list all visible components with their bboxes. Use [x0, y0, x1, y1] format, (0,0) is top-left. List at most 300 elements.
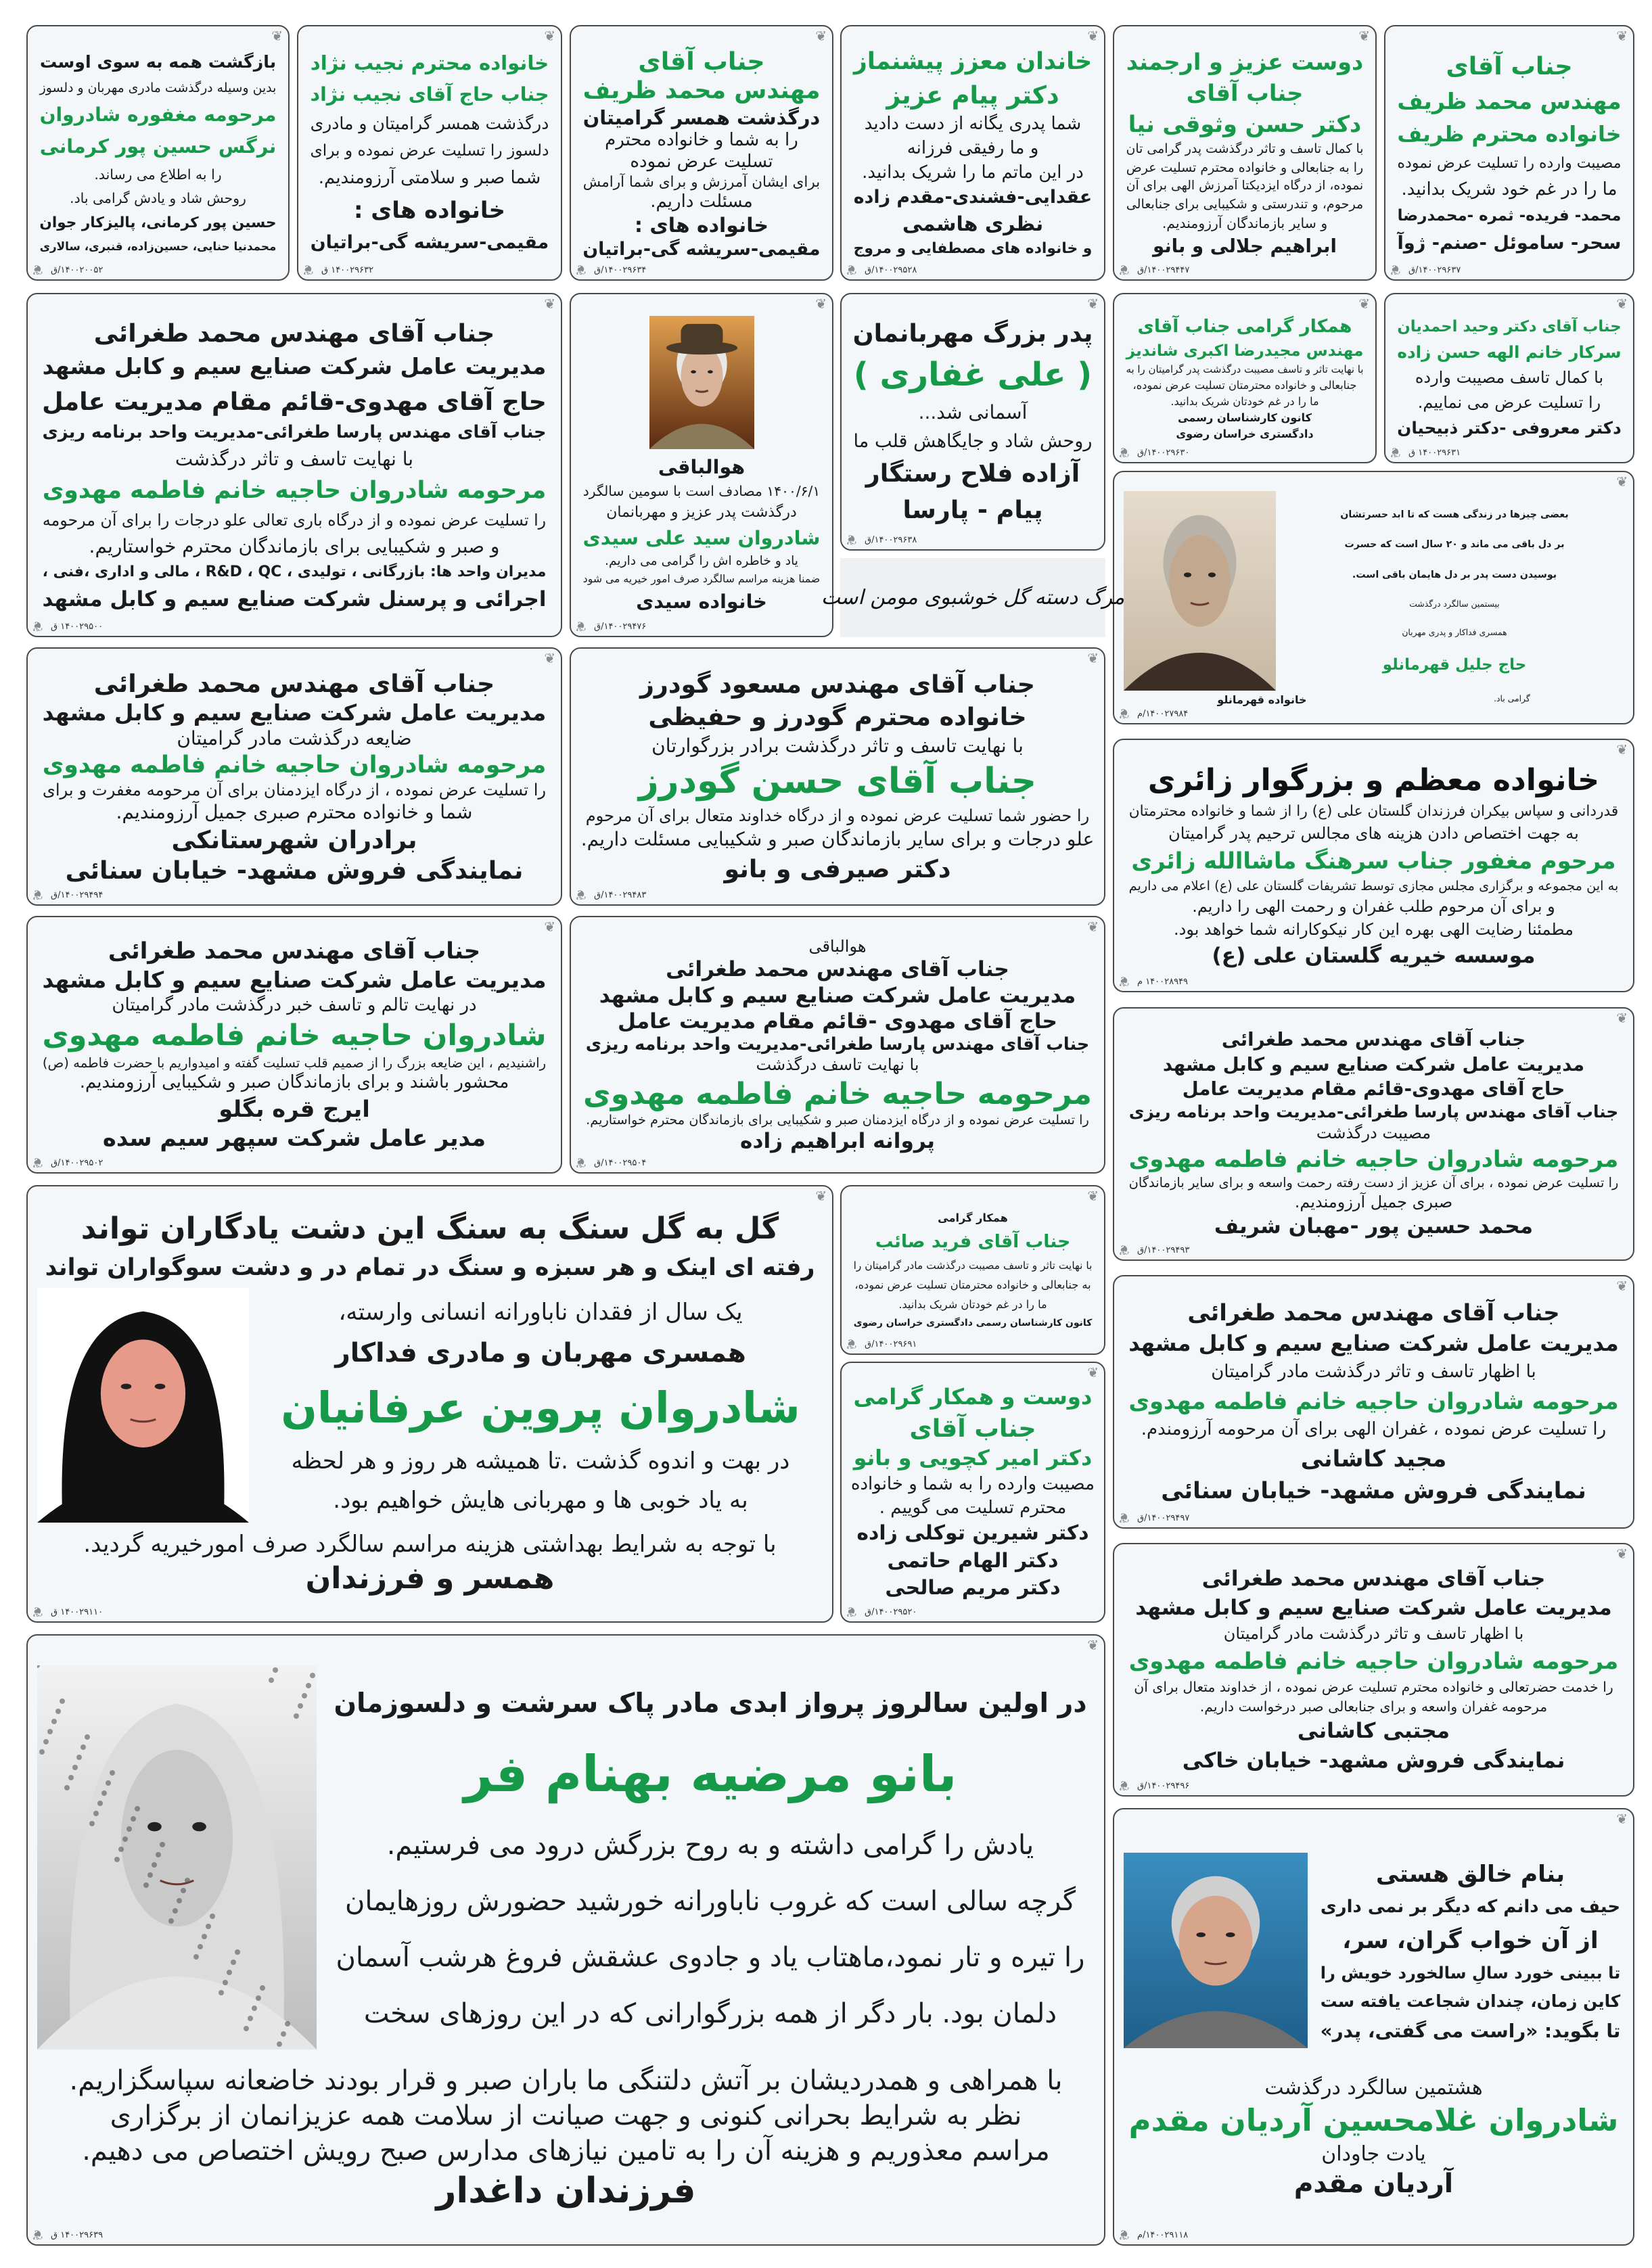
ad-text-line: شما صبر و سلامتی آرزومندیم.	[318, 167, 541, 188]
ad-code: ۱۴۰۰۲۹۵۰۲/ق	[51, 1158, 104, 1168]
ad-content	[1124, 759, 1624, 972]
ad-bold-line: حاج آقای مهدوی-قائم مقام مدیریت عامل	[42, 386, 547, 416]
ad-bold-line: نمایندگی فروش مشهد- خیابان سنائی	[1161, 1477, 1586, 1504]
ad-highlight-name: مرحومه شادروان حاجیه خانم فاطمه مهدوی	[1128, 1648, 1619, 1675]
ad-content	[1124, 1828, 1624, 2225]
ad-text-line: با توجه به شرایط بهداشتی هزینه مراسم سالگرد صرف امورخیریه گردید.	[83, 1530, 777, 1558]
corner-ornament-icon: ❦	[575, 262, 587, 278]
ad-code: ۱۴۰۰۲۹۶۳۸/ق	[865, 535, 917, 545]
ad-text-line: مرحوم، و تندرستی و شکیبایی برای جنابعالی	[1126, 195, 1364, 212]
ad-highlight-name: جناب آقای	[909, 1413, 1036, 1443]
ad-bold-line: موسسه خیریه گلستان علی (ع)	[1212, 944, 1536, 969]
ad-bold-line: کانون کارشناسان رسمی	[1178, 411, 1312, 424]
ad-code: ۱۴۰۰۲۹۶۳۴/ق	[594, 265, 647, 275]
ad-bottom-text	[1124, 693, 1624, 708]
corner-ornament-icon: ❦	[32, 887, 43, 903]
ad-bold-line: جناب آقای مهندس مسعود گودرز	[639, 670, 1036, 699]
ad-text-line: با نهایت تاثر و تاسف مصیبت درگذشت مادر گرامیتان را	[853, 1259, 1093, 1272]
ad-code: ۱۴۰۰۲۹۶۳۰/ق	[1137, 448, 1190, 458]
condolence-ad-c1	[26, 647, 562, 906]
corner-ornament-icon: ❦	[544, 28, 555, 44]
ad-highlight-name: مرحومه شادروان حاجیه خانم فاطمه مهدوی	[1128, 1387, 1619, 1414]
ad-code: ۱۴۰۰۲۹۴۸۳/ق	[594, 890, 647, 900]
ad-code: ۱۴۰۰۲۹۴۹۳/ق	[1137, 1245, 1190, 1255]
ad-text-line: گرچه سالی است که غروب ناباورانه خورشید حضورش روزهایمان	[344, 1886, 1076, 1918]
ad-text-line: و ما رفیقی فرزانه	[907, 137, 1039, 158]
ad-highlight-name: جناب آقای دکتر وحید احمدیان	[1397, 317, 1622, 335]
ad-content	[1395, 313, 1624, 443]
corner-ornament-icon: ❦	[1616, 1278, 1628, 1294]
ad-code: ۱۴۰۰۲۹۶۳۱ ق	[1408, 448, 1461, 458]
ad-content	[580, 936, 1095, 1153]
ad-bold-line: جناب آقای مهندس محمد طغرائی	[108, 938, 481, 964]
ad-code: ۱۴۰۰۲۹۴۹۷/ق	[1137, 1513, 1190, 1523]
ad-code: ۱۴۰۰۲۹۶۹۱/ق	[865, 1339, 917, 1349]
ad-highlight-name: خاندان معزز پیشنماز	[853, 48, 1093, 76]
ad-highlight-name: دوست عزیز و ارجمند	[1126, 48, 1364, 75]
ad-text-line: نظر به شرایط بحرانی کنونی و جهت صیانت از سلامت همه عزیزانمان از برگزاری	[110, 2100, 1022, 2132]
ad-highlight-name: جناب آقای فرید صائب	[875, 1230, 1071, 1252]
calligraphy-banner	[821, 558, 1125, 637]
ad-bold-line: هوالباقی	[658, 455, 745, 479]
ad-bold-line: مدیریت عامل شرکت صنایع سیم و کابل مشهد	[1162, 1052, 1585, 1075]
ad-text-line: به جنابعالی و خانواده محترمتان تسلیت عرض نموده،	[854, 1278, 1091, 1292]
corner-ornament-icon: ❦	[1118, 705, 1130, 722]
condolence-ad-e1	[26, 1185, 833, 1623]
photo-side-text	[326, 1665, 1095, 2052]
ad-code: ۱۴۰۰۲۹۵۲۰/ق	[865, 1607, 917, 1617]
corner-ornament-icon: ❦	[1616, 1811, 1628, 1827]
ad-bold-line: محمد حسین پور -مهبان شریف	[1214, 1214, 1534, 1239]
portrait-man-blue-background-photo	[1124, 1853, 1308, 2051]
ad-bold-line: همسر و فرزندان	[305, 1561, 555, 1596]
ad-bold-line: جناب آقای مهندس پارسا طغرائی-مدیریت واحد برنامه ریزی	[585, 1034, 1090, 1055]
corner-ornament-icon: ❦	[1390, 444, 1401, 461]
corner-ornament-icon: ❦	[1087, 1637, 1099, 1653]
condolence-ad-e2	[840, 1185, 1105, 1355]
corner-ornament-icon: ❦	[32, 1604, 43, 1620]
ad-bold-line: کاین زمان، چندان شجاعت یافته ست	[1320, 1991, 1621, 2012]
corner-ornament-icon: ❦	[1118, 444, 1130, 461]
ad-code: ۱۴۰۰۲۹۵۰۴/ق	[594, 1158, 647, 1168]
ad-bold-line: دکتر صیرفی و بانو	[724, 854, 951, 883]
ad-bold-line: بعضی چیزها در زندگی هست که تا ابد حسرتشان	[1340, 509, 1569, 520]
ad-text-line: مطمئنا رضایت الهی بهره این کار نیکوکارانه شما خواهد بود.	[1174, 920, 1574, 940]
ad-bold-line: خانواده قهرمانلو	[1217, 693, 1307, 706]
ad-text-line: درگذشت پدر عزیز و مهربانمان	[606, 503, 797, 521]
condolence-ad-b1	[1384, 293, 1634, 463]
ad-code: ۱۴۰۰۲۸۹۴۹ م	[1137, 977, 1189, 987]
ad-bold-line: تا بگوید: «راست می گفتی، پدر»	[1320, 2020, 1621, 2043]
ad-content	[580, 45, 823, 260]
ad-text-line: یاد و خاطره اش را گرامی می داریم.	[605, 553, 798, 568]
ad-content	[37, 1654, 1095, 2225]
ad-text-line: مصیبت وارده را به شما و خانواده	[851, 1474, 1095, 1495]
ad-bold-line: تا ببینی خورد سالِ سالخورد خویش را	[1320, 1963, 1621, 1983]
photo-side-text	[258, 1288, 823, 1525]
ad-text-line: در این ماتم ما را شریک بدانید.	[862, 162, 1084, 183]
ad-highlight-name: جناب آقای	[1186, 79, 1304, 106]
ad-highlight-name: جناب آقای	[638, 47, 765, 76]
ad-bold-line: دادگستری خراسان رضوی	[1176, 427, 1314, 440]
ad-highlight-name: دوست و همکار گرامی	[853, 1384, 1093, 1410]
ad-text-line: ضایعه درگذشت مادر گرامیتان	[177, 726, 412, 749]
ad-text-line: با نهایت تاسف درگذشت	[756, 1055, 919, 1075]
corner-ornament-icon: ❦	[544, 919, 555, 935]
ad-bottom-text	[37, 2063, 1095, 2215]
ad-highlight-name: بانو مرضیه بهنام فر	[463, 1745, 957, 1804]
corner-ornament-icon: ❦	[1358, 296, 1370, 312]
ad-highlight-name: جناب حاج آقای نجیب نژاد	[310, 83, 549, 106]
ad-text-line: تسلیت عرض نموده	[630, 152, 773, 172]
ad-bold-line: مدیریت عامل شرکت صنایع سیم و کابل مشهد	[1135, 1596, 1612, 1621]
corner-ornament-icon: ❦	[1616, 1010, 1628, 1026]
ad-highlight-name: شادروان سید علی سیدی	[582, 526, 821, 549]
ad-highlight-name: مهندس محمد ظریف	[582, 77, 821, 105]
condolence-ad-b3	[840, 293, 1105, 551]
ad-highlight-name: مرحومه شادروان حاجیه خانم فاطمه مهدوی	[42, 477, 547, 505]
ad-highlight-name: جناب آقای حسن گودرز	[638, 761, 1037, 802]
portrait-man-with-hat-photo	[649, 316, 754, 452]
condolence-ad-f2	[1113, 1808, 1634, 2246]
ad-highlight-name: شادروان پروین عرفانیان	[281, 1383, 800, 1433]
ad-content	[1124, 491, 1624, 704]
condolence-ad-a6	[26, 25, 290, 281]
ad-code: ۱۴۰۰۲۹۵۰۰ ق	[51, 622, 104, 632]
corner-ornament-icon: ❦	[846, 262, 857, 278]
ad-bold-line: دکتر مریم صالحی	[885, 1575, 1061, 1600]
corner-ornament-icon: ❦	[815, 28, 827, 44]
photo-side-text	[1317, 1853, 1624, 2051]
ad-text-line: با نهایت تاسف و تاثر درگذشت	[175, 448, 414, 471]
ad-bold-line: مدیران واحد ها: بازرگانی ، تولیدی ، R&D ، QC ، مالی و اداری ،فنی ،	[42, 563, 547, 580]
ad-text-line: را تسلیت عرض نموده ، از درگاه ایزدمنان برای آن مرحومه مغفرت و برای	[42, 780, 547, 800]
ad-bold-line: بنام خالق هستی	[1375, 1860, 1565, 1888]
ad-text-line: محترم تسلیت می گوییم .	[879, 1498, 1067, 1519]
ad-bold-line: جناب آقای مهندس محمد طغرائی	[93, 669, 495, 698]
ad-bold-line: حیف می دانم که دیگر بر نمی داری	[1320, 1897, 1621, 1918]
corner-ornament-icon: ❦	[1118, 262, 1130, 278]
ad-bold-line: ایرج قره بگلو	[219, 1095, 370, 1122]
ad-text-line: با کمال تاسف مصیبت وارده	[1415, 367, 1604, 387]
corner-ornament-icon: ❦	[575, 887, 587, 903]
ad-text-line: مرحومه غفران واسعه و برای جنابعالی صبر درخواست داریم.	[1199, 1698, 1548, 1715]
ad-bold-line: خانواده های :	[354, 197, 505, 224]
ad-content	[1124, 45, 1366, 260]
ad-bold-line: اجرائی و پرسنل شرکت صنایع سیم و کابل مشهد	[42, 587, 547, 612]
condolence-ad-a2	[1113, 25, 1377, 281]
ad-highlight-name: مهندس محمد ظریف	[1397, 88, 1622, 115]
ad-bold-line: برادران شهرستانکی	[171, 825, 417, 854]
ad-content	[1124, 1295, 1624, 1508]
corner-ornament-icon: ❦	[1616, 1546, 1628, 1562]
ad-highlight-name: ( علی غفاری )	[853, 356, 1093, 394]
ad-text-line: قدردانی و سپاس بیکران فرزندان گلستان علی (ع) را از شما و خانواده محترمتان	[1128, 802, 1619, 820]
condolence-ad-b2	[1113, 293, 1377, 463]
photo-row	[37, 1288, 823, 1525]
ad-text-line: مصیبت وارده را تسلیت عرض نموده	[1397, 154, 1622, 172]
ad-bold-line: پروانه ابراهیم زاده	[740, 1128, 935, 1153]
ad-bold-line: جناب آقای مهندس محمد طغرائی	[1187, 1299, 1560, 1326]
ad-text-line: با اظهار تاسف و تاثر درگذشت مادر گرامیتان	[1223, 1624, 1524, 1644]
corner-ornament-icon: ❦	[846, 1604, 857, 1620]
ad-bold-line: عقدایی-فشندی-مقدم زاده	[853, 187, 1093, 208]
ad-text-line: را تسلیت عرض نموده و از درگاه ایزدمنان صبر و شکیبایی برای بازماندگان محترم خواستاریم.	[586, 1112, 1089, 1128]
ad-highlight-name: مرحومه حاجیه خانم فاطمه مهدوی	[583, 1076, 1092, 1111]
ad-content	[37, 668, 551, 885]
ad-text-line: یک سال از فقدان ناباورانه انسانی وارسته،	[338, 1298, 743, 1326]
condolence-ad-a3	[840, 25, 1105, 281]
ad-highlight-name: خانواده معظم و بزرگوار زائری	[1147, 762, 1600, 797]
ad-text-line: را تسلیت عرض نموده ، برای آن عزیز از دست رفته رحمت واسعه و برای سایر بازماندگان	[1128, 1174, 1619, 1190]
ad-code: ۱۴۰۰۲۹۴۷۶/ق	[594, 622, 647, 632]
ad-text-line: را تسلیت عرض نموده ، غفران الهی برای آن مرحومه آرزومندم.	[1141, 1419, 1607, 1440]
ad-text-line: را حضور شما تسلیت عرض نموده و از درگاه خداوند متعال برای آن مرحوم	[585, 806, 1090, 825]
condolence-ad-b5	[26, 293, 562, 637]
ad-text-line: با نهایت تاسف و تاثر درگذشت برادر بزرگوارتان	[651, 734, 1024, 757]
ad-text-line: بیستمین سالگرد درگذشت	[1409, 599, 1500, 609]
ad-bold-line: مجتبی کاشانی	[1297, 1719, 1450, 1744]
ad-highlight-name: سرکار خانم الهه حسن زاده	[1397, 342, 1622, 362]
ad-text-line: و سایر بازماندگان آرزومندیم.	[1162, 215, 1328, 232]
condolence-ad-d2	[570, 916, 1105, 1174]
ad-text-line: شما پدری یگانه از دست دادید	[864, 113, 1082, 134]
ad-text-line: را تسلیت عرض نموده و از درگاه باری تعالی علو درجات را برای آن مرحومه	[42, 510, 547, 530]
ad-text-line: یادت جاودان	[1321, 2142, 1426, 2166]
ad-text-line: برای ایشان آمرزش و برای شما آرامش	[582, 173, 821, 191]
condolence-ad-b6	[1113, 471, 1634, 724]
corner-ornament-icon: ❦	[32, 1155, 43, 1171]
ad-text-line: همسری فداکار و پدری مهربان	[1402, 628, 1507, 638]
ad-bold-line: جناب آقای مهندس محمد طغرائی	[1201, 1566, 1546, 1591]
corner-ornament-icon: ❦	[846, 532, 857, 548]
ad-content	[851, 313, 1095, 530]
photo-row	[1124, 1853, 1624, 2051]
condolence-ad-a5	[297, 25, 562, 281]
ad-bold-line: محمدنیا حنایی، حسین‌زاده، قنبری، سالاری	[39, 239, 277, 253]
ad-highlight-name: مرحومه شادروان حاجیه خانم فاطمه مهدوی	[1128, 1145, 1619, 1172]
corner-ornament-icon: ❦	[1118, 1510, 1130, 1526]
ad-highlight-name: مرحومه مغفوره شادروان	[39, 103, 277, 126]
ad-text-line: هشتمین سالگرد درگذشت	[1264, 2076, 1483, 2100]
ad-content	[37, 1205, 823, 1602]
ad-bold-line: خانواده محترم گودرز و حفیظی	[648, 702, 1027, 732]
ad-text-line: گرامی باد.	[1494, 694, 1530, 703]
ad-bold-line: نمایندگی فروش مشهد- خیابان خاکی	[1182, 1748, 1565, 1773]
ad-text-line: علو درجات و برای سایر بازماندگان صبر و شکیبایی مسئلت داریم.	[580, 828, 1095, 851]
ad-text-line: را تیره و تار نمود،ماهتاب یاد و جادوی عشقش فروغ هرشب آسمان	[336, 1942, 1085, 1974]
corner-ornament-icon: ❦	[1390, 262, 1401, 278]
ad-text-line: با نهایت تاثر و تاسف مصیبت درگذشت پدر گرامیتان را به	[1126, 363, 1364, 375]
ad-text-line: دلسوز را تسلیت عرض نموده و برای	[310, 141, 549, 160]
ad-bold-line: درگذشت همسر گرامیتان	[582, 106, 821, 129]
ad-text-line: را به اطلاع می رساند.	[94, 166, 222, 183]
corner-ornament-icon: ❦	[575, 618, 587, 634]
ad-highlight-name: دکتر پیام عزیز	[886, 80, 1059, 110]
ad-content	[308, 45, 551, 260]
ad-content	[37, 45, 279, 260]
ad-highlight-name: شادروان غلامحسین آردیان مقدم	[1128, 2102, 1619, 2139]
ad-text-line: مسئلت داریم.	[650, 191, 753, 212]
ad-bold-line: مدیریت عامل شرکت صنایع سیم و کابل مشهد	[42, 699, 547, 726]
ad-bold-line: آردیان مقدم	[1293, 2168, 1454, 2199]
ad-text-line: شما و خانواده محترم صبری جمیل آرزومندیم.	[116, 800, 473, 823]
corner-ornament-icon: ❦	[815, 1188, 827, 1204]
ad-bold-line: نمایندگی فروش مشهد- خیابان سنائی	[65, 856, 524, 885]
corner-ornament-icon: ❦	[1616, 296, 1628, 312]
ad-text-line: هوالباقی	[808, 937, 867, 956]
corner-ornament-icon: ❦	[1087, 650, 1099, 666]
ad-text-line: روحش شاد و جایگاهش قلب ما	[853, 430, 1093, 452]
ad-bold-line: پدر بزرگ مهربانمان	[852, 319, 1093, 348]
ad-text-line: درگذشت همسر گرامیتان و مادری	[310, 114, 549, 134]
corner-ornament-icon: ❦	[1087, 1188, 1099, 1204]
corner-ornament-icon: ❦	[1118, 1242, 1130, 1258]
ad-content	[851, 1382, 1095, 1602]
ad-content	[580, 668, 1095, 885]
ad-bold-line: حاج آقای مهدوی -قائم مقام مدیریت عامل	[618, 1009, 1057, 1034]
condolence-ad-d3	[1113, 1007, 1634, 1261]
ad-content	[851, 45, 1095, 260]
condolence-ad-c2	[570, 647, 1105, 906]
ad-text-line: ما را در غم خود شریک بدانید.	[1401, 179, 1617, 200]
ad-content	[1124, 313, 1366, 443]
ad-bold-line: دکتر الهام حاتمی	[887, 1548, 1059, 1573]
corner-ornament-icon: ❦	[1616, 28, 1628, 44]
ad-code: ۱۴۰۰۲۹۴۹۶/ق	[1137, 1781, 1190, 1791]
ad-code: ۱۴۰۰۲۹۴۹۴/ق	[51, 890, 104, 900]
ad-code: ۱۴۰۰۲۹۵۲۸/ق	[865, 265, 917, 275]
ad-bold-line: جناب آقای مهندس پارسا طغرائی-مدیریت واحد برنامه ریزی	[42, 421, 547, 442]
ad-text-line: جنابعالی و خانواده محترمتان تسلیت عرض نموده،	[1132, 379, 1357, 392]
corner-ornament-icon: ❦	[815, 296, 827, 312]
condolence-ad-c3	[1113, 739, 1634, 992]
ad-text-line: را به شما و خانواده محترم	[605, 130, 798, 151]
ad-bold-line: همکار گرامی	[938, 1211, 1008, 1224]
ad-text-line: در نهایت تالم و تاسف خبر درگذشت مادر گرامیتان	[112, 995, 477, 1016]
ad-content	[1395, 45, 1624, 260]
ad-highlight-name: نرگس حسین پور کرمانی	[39, 135, 277, 158]
ad-bold-line: مقیمی-سریشه گی-براتیان	[582, 238, 821, 260]
corner-ornament-icon: ❦	[1616, 741, 1628, 758]
portrait-woman-patterned-scarf-photo	[37, 1665, 317, 2052]
ad-text-line: آسمانی شد...	[918, 401, 1028, 424]
corner-ornament-icon: ❦	[1118, 2227, 1130, 2243]
portrait-woman-black-hijab-photo	[37, 1288, 249, 1525]
ad-code: ۱۴۰۰۲۹۱۱۸/م	[1137, 2230, 1189, 2240]
ad-bold-line: کانون کارشناسان رسمی دادگستری خراسان رضوی	[853, 1317, 1093, 1328]
ad-content	[851, 1205, 1095, 1335]
ad-content	[37, 313, 551, 617]
ad-content	[1124, 1027, 1624, 1241]
ad-text-line: با همراهی و همدردیشان بر آتش دلتنگی ما باران صبر و قرار بودند خاضعانه سپاسگزاریم.	[69, 2065, 1063, 2097]
corner-ornament-icon: ❦	[1087, 919, 1099, 935]
ad-bold-line: بازگشت همه به سوی اوست	[39, 52, 277, 72]
ad-text-line: روحش شاد و یادش گرامی باد.	[70, 190, 246, 207]
ad-code: ۱۴۰۰۲۷۹۸۴/م	[1137, 709, 1189, 719]
corner-ornament-icon: ❦	[846, 1336, 857, 1352]
ad-highlight-name: مرحوم مغفور جناب سرهنگ ماشاالله زائری	[1131, 847, 1616, 874]
condolence-ad-e3	[840, 1362, 1105, 1623]
ad-text-line: مصیبت درگذشت	[1316, 1124, 1431, 1143]
ad-text-line: را خدمت حضرتعالی و خانواده محترم تسلیت عرض نموده ، از خداوند متعال برای آن	[1134, 1678, 1613, 1695]
ad-code: ۱۴۰۰۲۹۶۳۲ ق	[321, 265, 374, 275]
ad-bottom-text	[37, 1529, 823, 1598]
ad-bold-line: مدیریت عامل شرکت صنایع سیم و کابل مشهد	[42, 966, 547, 993]
ad-bold-line: مدیریت عامل شرکت صنایع سیم و کابل مشهد	[1128, 1330, 1619, 1357]
ad-bold-line: ابراهیم جلالی و بانو	[1153, 235, 1337, 258]
ad-bottom-text	[1124, 2075, 1624, 2201]
ad-bold-line: خانواده های :	[634, 213, 769, 237]
ad-bold-line: در اولین سالروز پرواز ابدی مادر پاک سرشت و دلسوزمان	[334, 1688, 1087, 1719]
condolence-ad-d1	[26, 916, 562, 1174]
ad-bold-line: مقیمی-سریشه گی-براتیان	[310, 231, 549, 253]
ad-text-line: یادش را گرامی داشته و به روح بزرگش درود می فرستیم.	[386, 1830, 1034, 1861]
ad-text-line: محشور باشند و برای بازماندگان صبر و شکیبایی آرزومندیم.	[79, 1072, 509, 1093]
ad-bold-line: از آن خواب گران، سر،	[1342, 1927, 1599, 1955]
ad-bold-line: خانواده سیدی	[636, 589, 767, 613]
ad-text-line: دلمان بود. بار دگر از همه بزرگوارانی که در این روزهای سخت	[363, 1998, 1057, 2030]
ad-text-line: و برای آن مرحوم طلب غفران و رحمت الهی را داریم.	[1192, 897, 1555, 917]
condolence-ad-b4	[570, 293, 833, 637]
ad-bold-line: پیام - پارسا	[902, 495, 1043, 525]
ad-text-line: بدین وسیله درگذشت مادری مهربان و دلسوز	[39, 80, 277, 96]
ad-bold-line: جناب آقای مهندس پارسا طغرائی-مدیریت واحد برنامه ریزی	[1128, 1101, 1619, 1121]
ad-bold-line: جناب آقای مهندس محمد طغرائی	[666, 957, 1009, 982]
ad-text-line: به یاد خوبی ها و مهربانی هایش خواهیم بود.	[333, 1487, 748, 1514]
ad-highlight-name: مرحومه شادروان حاجیه خانم فاطمه مهدوی	[42, 751, 547, 779]
ad-highlight-name: همکار گرامی جناب آقای	[1137, 315, 1352, 337]
ad-code: ۱۴۰۰۲۹۶۳۹ ق	[51, 2230, 104, 2240]
ad-highlight-name: خانواده محترم ظریف	[1397, 122, 1622, 147]
condolence-ad-a4	[570, 25, 833, 281]
ad-content	[37, 936, 551, 1153]
ad-text-line: ما را در غم خودتان شریک بدانید.	[898, 1298, 1047, 1311]
corner-ornament-icon: ❦	[544, 296, 555, 312]
ad-text-line: در بهت و اندوه گذشت .تا همیشه هر روز و هر لحظه	[291, 1447, 790, 1475]
ad-bold-line: و خانواده های مصطفایی و مروج	[853, 240, 1093, 258]
ad-text-line: با اظهار تاسف و تاثر درگذشت مادر گرامیتان	[1211, 1361, 1536, 1382]
ad-bold-line: فرزندان داغدار	[436, 2171, 696, 2212]
ad-bold-line: سحر- ساموئل -صنم- ژوآ	[1397, 233, 1622, 254]
ad-highlight-name: حاج جلیل قهرمانلو	[1382, 656, 1527, 674]
ad-highlight-name: شادروان حاجیه خانم فاطمه مهدوی	[42, 1018, 547, 1052]
portrait-man-sepia-photo	[1124, 491, 1276, 693]
corner-ornament-icon: ❦	[1616, 473, 1628, 490]
ad-bold-line: همسری مهربان و مادری فداکار	[335, 1338, 746, 1369]
corner-ornament-icon: ❦	[1087, 296, 1099, 312]
ad-text-line: ما را در غم خودتان شریک بدانید.	[1170, 395, 1319, 409]
condolence-ad-e4	[1113, 1275, 1634, 1529]
ad-code: ۱۴۰۰۲۹۱۱۰ ق	[51, 1607, 104, 1617]
ad-code: ۱۴۰۰۲۰۰۵۲/ق	[51, 265, 104, 275]
ad-bold-line: گل به گل سنگ به سنگ این دشت یادگاران تواند	[81, 1211, 779, 1247]
ad-bold-line: مدیریت عامل شرکت صنایع سیم و کابل مشهد	[599, 983, 1076, 1008]
photo-row	[1124, 491, 1624, 693]
ad-code: ۱۴۰۰۲۹۴۴۷/ق	[1137, 265, 1190, 275]
ad-highlight-name: دکتر حسن وثوقی نیا	[1128, 111, 1362, 138]
condolence-ad-f1	[26, 1634, 1105, 2246]
corner-ornament-icon: ❦	[302, 262, 314, 278]
ad-bold-line: بوسیدن دست پدر بر دل هایمان باقی است.	[1352, 569, 1557, 580]
ad-highlight-name: مهندس مجیدرضا اکبری شاندیز	[1126, 341, 1364, 360]
ad-text-line: ۱۴۰۰/۶/۱ مصادف است با سومین سالگرد	[582, 483, 821, 500]
corner-ornament-icon: ❦	[575, 1155, 587, 1171]
ad-text-line: نموده، از درگاه ایزدیکتا آمرزش الهی برای آن	[1126, 178, 1364, 193]
corner-ornament-icon: ❦	[1087, 28, 1099, 44]
ad-text-line: را به جنابعالی و خانواده محترم تسلیت عرض	[1126, 160, 1364, 175]
corner-ornament-icon: ❦	[544, 650, 555, 666]
